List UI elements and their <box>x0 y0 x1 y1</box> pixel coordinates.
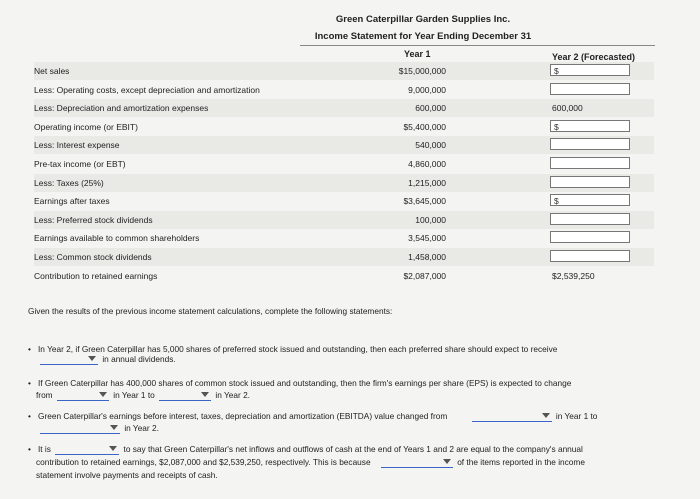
table-row <box>34 211 654 229</box>
row-label: Contribution to retained earnings <box>34 270 158 281</box>
statement-title: Green Caterpillar Garden Supplies Inc. <box>335 14 511 25</box>
year2-input[interactable] <box>550 138 630 150</box>
year1-value: 3,545,000 <box>408 233 446 244</box>
statement-2-cont: from in Year 1 to in Year 2. <box>36 390 250 400</box>
year2-input[interactable] <box>550 213 630 225</box>
statement-subtitle: Income Statement for Year Ending December 31 <box>314 31 532 42</box>
year1-value: 600,000 <box>415 103 446 114</box>
eps-year2-dropdown[interactable] <box>159 391 211 401</box>
cash-flow-equality-dropdown[interactable] <box>55 445 119 455</box>
statement-1: • In Year 2, if Green Caterpillar has 5,000 shares of preferred stock issued and outstanding, then each preferred share should expect to receive <box>28 344 558 354</box>
bullet: • <box>28 411 31 421</box>
row-label: Less: Taxes (25%) <box>34 177 104 188</box>
table-row <box>34 136 654 154</box>
year1-value: $2,087,000 <box>403 270 446 281</box>
bullet: • <box>28 378 31 388</box>
row-label: Pre-tax income (or EBT) <box>34 159 126 169</box>
chevron-down-icon <box>88 356 96 361</box>
preferred-dividend-dropdown[interactable] <box>40 355 98 365</box>
bullet: • <box>28 444 31 454</box>
year1-value: 540,000 <box>415 140 446 151</box>
chevron-down-icon <box>109 446 117 451</box>
ebitda-year1-dropdown[interactable] <box>472 412 552 422</box>
row-label: Less: Interest expense <box>34 140 120 151</box>
table-row <box>34 81 654 99</box>
year1-value: 100,000 <box>415 214 446 225</box>
year2-value: 600,000 <box>552 103 583 114</box>
year2-input[interactable]: $ <box>550 120 630 132</box>
statement-4-end: statement involve payments and receipts of cash. <box>36 470 218 480</box>
year1-value: 4,860,000 <box>408 159 446 169</box>
statement-4: • It is to say that Green Caterpillar's net inflows and outflows of cash at the end of Years 1 and 2 are equal to the company's annual <box>28 444 583 454</box>
chevron-down-icon <box>110 425 118 430</box>
statement-3-cont: in Year 2. <box>38 422 159 434</box>
year1-value: $3,645,000 <box>403 196 446 207</box>
header-rule <box>300 45 655 46</box>
year1-value: 1,215,000 <box>408 177 446 188</box>
chevron-down-icon <box>99 392 107 397</box>
table-row <box>34 267 654 285</box>
table-row <box>34 155 654 173</box>
statement-1-cont: in annual dividends. <box>38 353 176 365</box>
table-row <box>34 248 654 266</box>
chevron-down-icon <box>443 459 451 464</box>
table-row <box>34 99 654 117</box>
col-year1-header: Year 1 <box>404 49 431 59</box>
year1-value: 1,458,000 <box>408 252 446 262</box>
year2-input[interactable] <box>550 83 630 95</box>
bullet: • <box>28 344 31 354</box>
row-label: Net sales <box>34 66 70 76</box>
chevron-down-icon <box>201 392 209 397</box>
statement-3: • Green Caterpillar's earnings before interest, taxes, depreciation and amortization (EBITDA) value changed from in Year 1 to <box>28 411 598 421</box>
ebitda-year2-dropdown[interactable] <box>40 424 120 434</box>
table-row <box>34 192 654 210</box>
row-label: Less: Common stock dividends <box>34 252 152 262</box>
table-row <box>34 62 654 80</box>
year1-value: $15,000,000 <box>398 66 446 76</box>
year1-value: 9,000,000 <box>408 84 446 95</box>
year1-value: $5,400,000 <box>403 121 446 132</box>
col-year2-header: Year 2 (Forecasted) <box>552 52 636 62</box>
items-cash-dropdown[interactable] <box>381 458 453 468</box>
table-row <box>34 118 654 136</box>
year2-input[interactable] <box>550 231 630 243</box>
year2-input[interactable] <box>550 250 630 262</box>
row-label: Earnings available to common shareholders <box>34 233 200 244</box>
year2-input[interactable] <box>550 157 630 169</box>
row-label: Less: Preferred stock dividends <box>34 214 153 225</box>
row-label: Less: Operating costs, except depreciation and amortization <box>34 84 260 95</box>
chevron-down-icon <box>542 413 550 418</box>
row-label: Earnings after taxes <box>34 196 110 207</box>
statement-4-cont: contribution to retained earnings, $2,087,000 and $2,539,250, respectively. This is because of the items reported in the income <box>36 457 585 467</box>
year2-input[interactable]: $ <box>550 194 630 206</box>
year2-input[interactable] <box>550 176 630 188</box>
table-row <box>34 229 654 247</box>
eps-year1-dropdown[interactable] <box>57 391 109 401</box>
year2-value: $2,539,250 <box>552 270 595 281</box>
statement-2: • If Green Caterpillar has 400,000 shares of common stock issued and outstanding, then the firm's earnings per share (EPS) is expected to change <box>28 378 572 388</box>
instructions-text: Given the results of the previous income statement calculations, complete the following statements: <box>28 306 393 316</box>
row-label: Operating income (or EBIT) <box>34 121 138 132</box>
table-row <box>34 174 654 192</box>
row-label: Less: Depreciation and amortization expenses <box>34 103 209 114</box>
year2-input[interactable]: $ <box>550 64 630 76</box>
